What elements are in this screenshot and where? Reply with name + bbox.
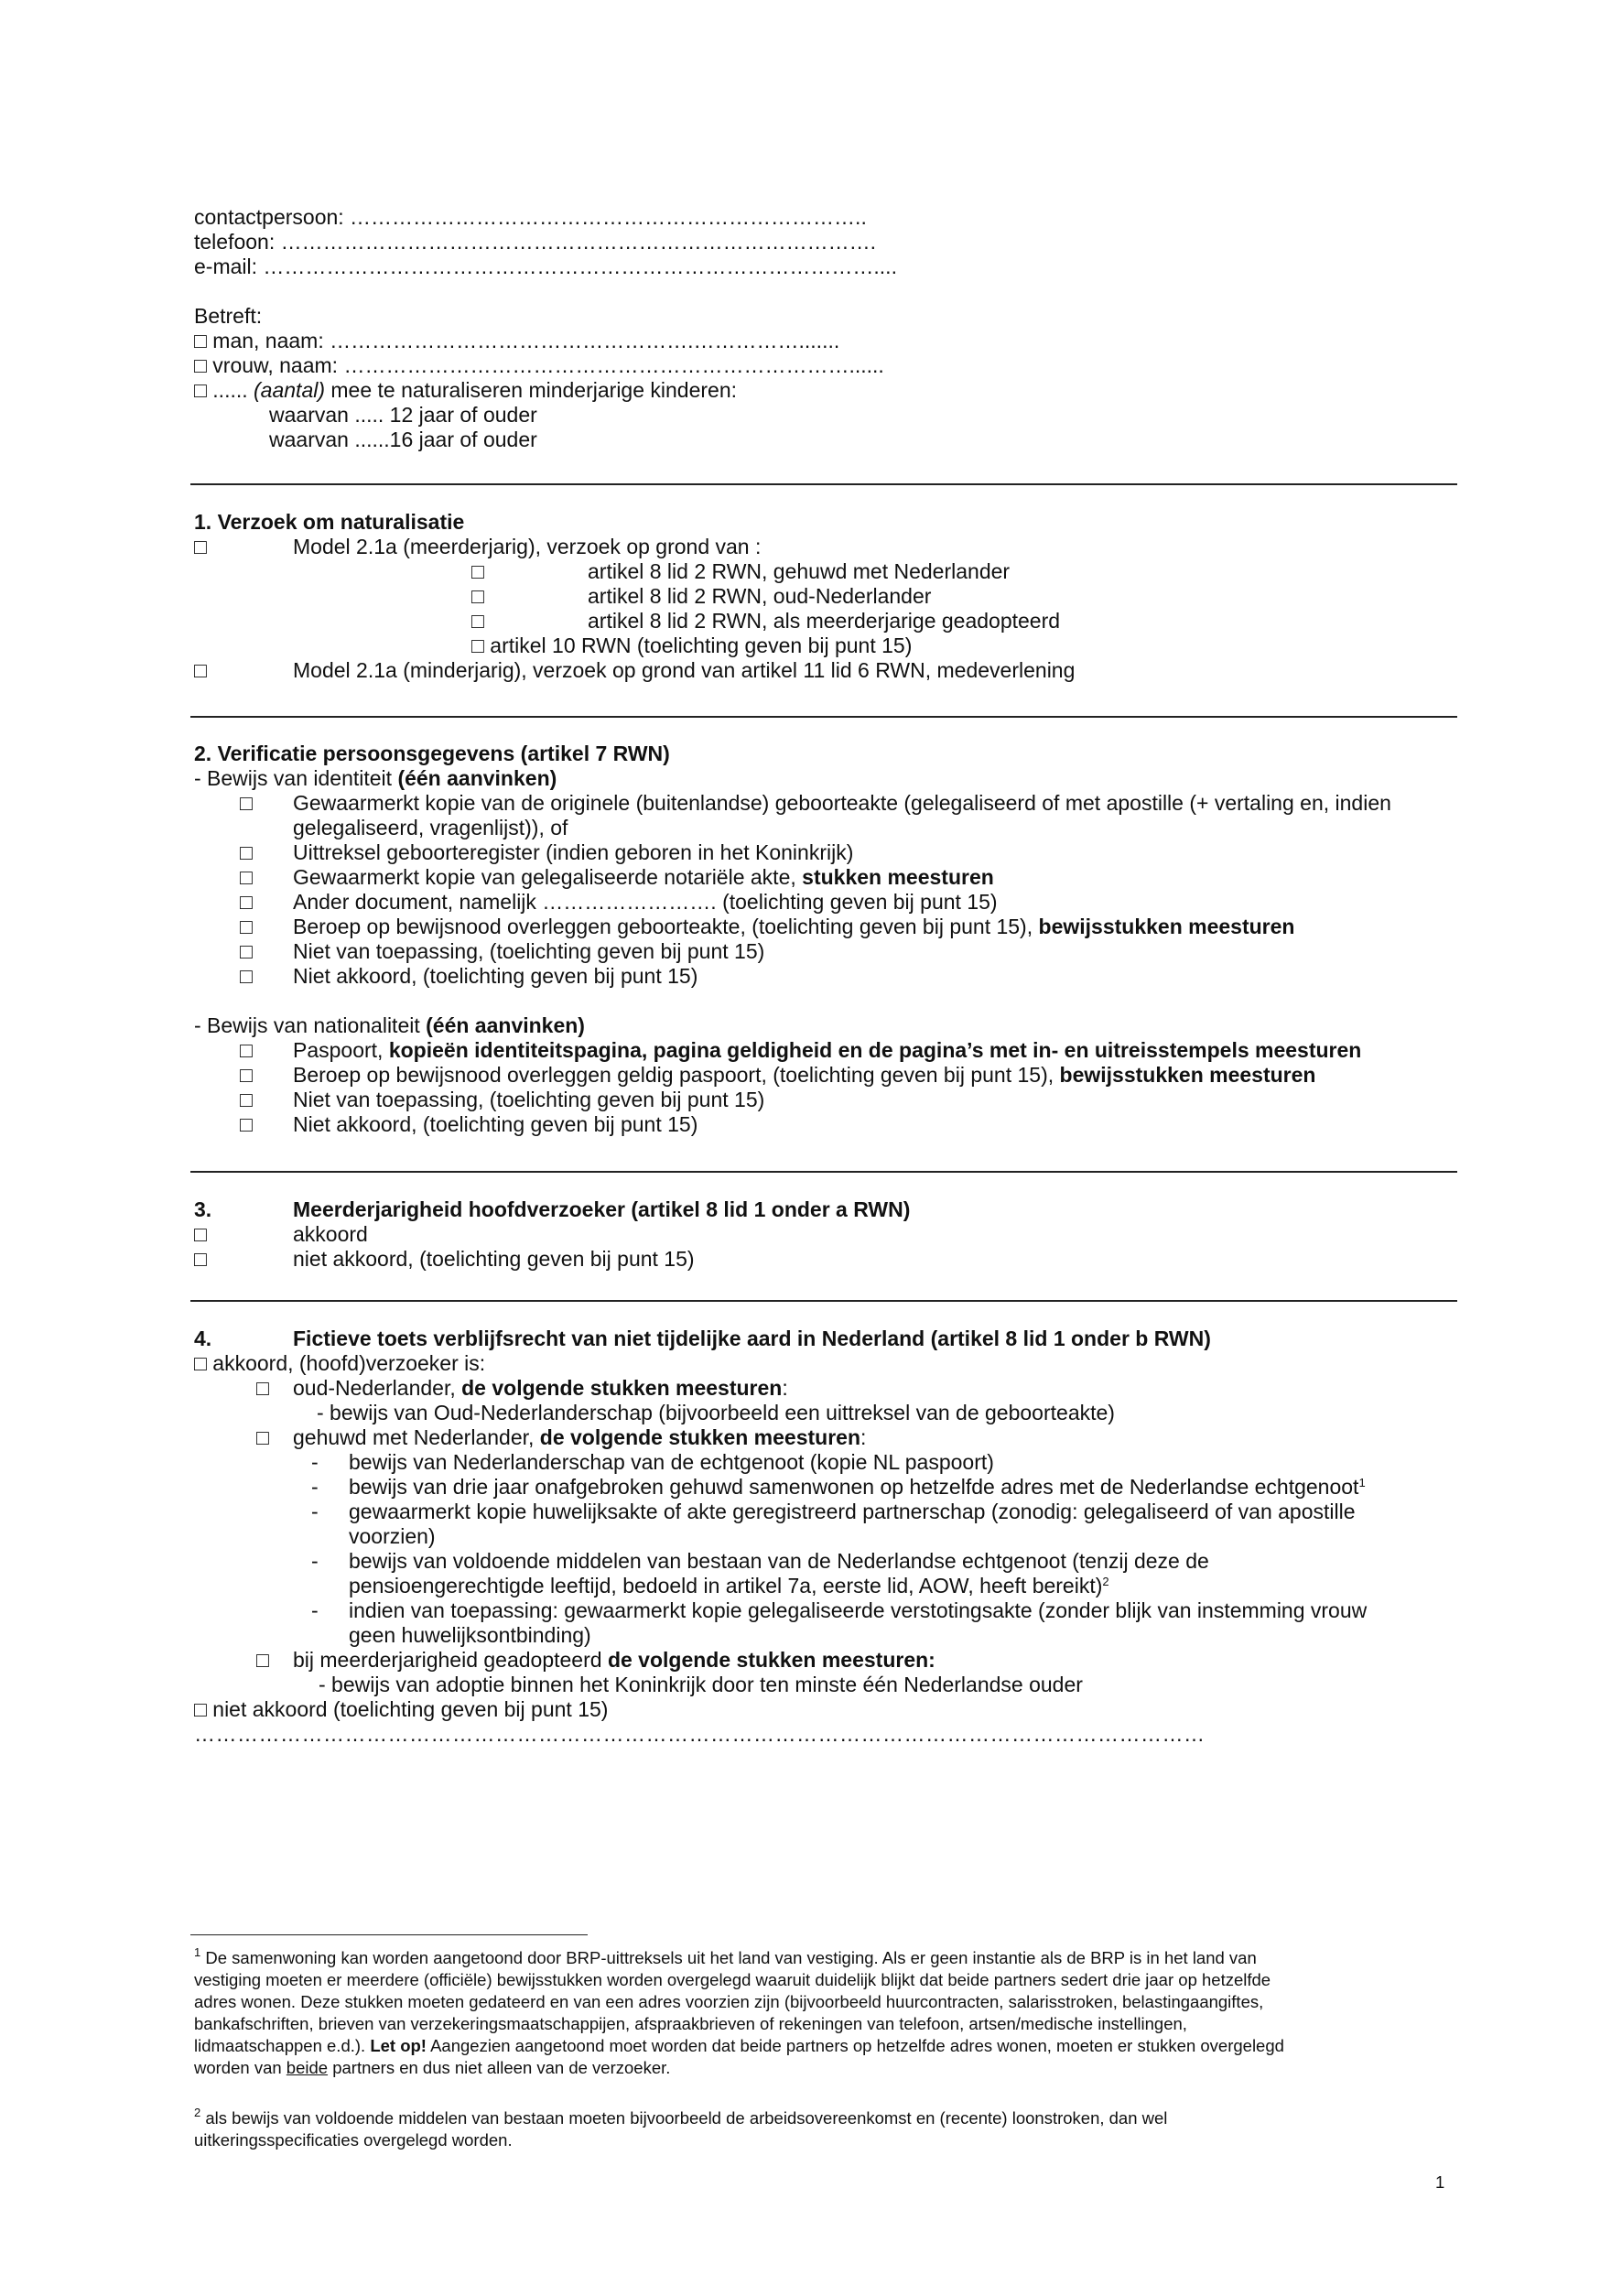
dash: - <box>311 1450 319 1474</box>
doc-adoption-proof: - bewijs van adoptie binnen het Koninkrijk door ten minste één Nederlandse ouder <box>319 1673 1083 1696</box>
checkbox[interactable]: □ <box>240 791 253 815</box>
option-evidence-need-birth <box>293 915 1294 939</box>
children-16-line[interactable]: waarvan ......16 jaar of ouder <box>269 428 537 451</box>
section-1-title: 1. Verzoek om naturalisatie <box>194 510 465 534</box>
checkbox[interactable]: □ <box>240 890 253 914</box>
checkbox[interactable]: □ <box>256 1425 269 1449</box>
nationality-heading-text: - Bewijs van nationaliteit <box>194 1013 427 1037</box>
section-2-title: 2. Verificatie persoonsgegevens (artikel 7 RWN) <box>194 742 670 765</box>
option-evidence-need-passport-note: bewijsstukken meesturen <box>1059 1063 1316 1087</box>
checkbox[interactable]: □ <box>240 1038 253 1062</box>
email-field[interactable]: e-mail: …………………………………………………………………………….... <box>194 255 897 278</box>
doc-marriage-certificate: gewaarmerkt kopie huwelijksakte of akte geregistreerd partnerschap (zonodig: gelegaliseerd of van apostille <box>349 1500 1356 1523</box>
footnote-1-text: partners en dus niet alleen van de verzoeker. <box>328 2058 671 2077</box>
page-number: 1 <box>1435 2172 1445 2192</box>
checkbox[interactable]: □ <box>194 658 207 682</box>
option-former-dutch-docs-text: oud-Nederlander, <box>293 1376 462 1400</box>
dash: - <box>311 1598 319 1622</box>
option-evidence-need-passport-text: Beroep op bewijsnood overleggen geldig paspoort, (toelichting geven bij punt 15), <box>293 1063 1060 1087</box>
option-birth-register: Uittreksel geboorteregister (indien geboren in het Koninkrijk) <box>293 840 854 864</box>
option-married-docs-text: gehuwd met Nederlander, <box>293 1425 540 1449</box>
option-married-docs <box>293 1425 866 1450</box>
option-not-agreed: Niet akkoord, (toelichting geven bij punt 15) <box>293 964 698 988</box>
option-model-minor: Model 2.1a (minderjarig), verzoek op grond van artikel 11 lid 6 RWN, medeverlening <box>293 658 1076 682</box>
option-birth-certificate: Gewaarmerkt kopie van de originele (buitenlandse) geboorteakte (gelegaliseerd of met apostille (+ vertaling en, indien <box>293 791 1391 815</box>
footnote-1-line: De samenwoning kan worden aangetoond door BRP-uittreksels uit het land van vestiging. Als er geen instantie als de BRP is in het land van <box>205 1948 1257 1967</box>
colon: : <box>860 1425 867 1449</box>
option-not-applicable: Niet van toepassing, (toelichting geven bij punt 15) <box>293 939 765 963</box>
option-notarial-deed-text: Gewaarmerkt kopie van gelegaliseerde notariële akte, <box>293 865 803 889</box>
footnote-ref: 1 <box>1358 1476 1366 1489</box>
option-model-adult: Model 2.1a (meerderjarig), verzoek op grond van : <box>293 535 762 558</box>
divider <box>190 1300 1457 1302</box>
divider <box>190 483 1457 485</box>
option-married-dutch: artikel 8 lid 2 RWN, gehuwd met Nederlander <box>588 559 1011 583</box>
checkbox[interactable]: □ <box>240 840 253 864</box>
footnote-1-number: 1 <box>194 1945 201 1959</box>
identity-heading <box>194 766 557 791</box>
section-4-title: Fictieve toets verblijfsrecht van niet tijdelijke aard in Nederland (artikel 8 lid 1 onder b RWN) <box>293 1327 1211 1350</box>
footnote-separator <box>190 1934 588 1935</box>
identity-heading-note: (één aanvinken) <box>397 766 557 790</box>
checkbox[interactable]: □ <box>471 584 484 608</box>
doc-means-of-support-cont-text: pensioengerechtigde leeftijd, bedoeld in artikel 7a, eerste lid, AOW, heeft bereikt) <box>349 1574 1103 1597</box>
option-adult-not-agreed: niet akkoord, (toelichting geven bij punt 15) <box>293 1247 695 1271</box>
option-former-dutch-docs-note: de volgende stukken meesturen <box>461 1376 783 1400</box>
option-article-10[interactable]: □ artikel 10 RWN (toelichting geven bij punt 15) <box>471 634 913 657</box>
explanation-line[interactable]: …………………………………………………………………………………………………………………………… <box>194 1722 1206 1746</box>
doc-former-dutch-proof: - bewijs van Oud-Nederlanderschap (bijvoorbeeld een uittreksel van de geboorteakte) <box>317 1401 1115 1424</box>
footnote-1-underlined: beide <box>286 2058 329 2077</box>
checkbox[interactable]: □ <box>194 1222 207 1246</box>
option-adopted-docs <box>293 1648 935 1673</box>
option-nat-not-applicable: Niet van toepassing, (toelichting geven bij punt 15) <box>293 1088 765 1111</box>
children-count-hint: (aantal) <box>254 378 325 402</box>
checkbox[interactable]: □ <box>256 1376 269 1400</box>
identity-heading-text: - Bewijs van identiteit <box>194 766 398 790</box>
footnote-2-line: als bewijs van voldoende middelen van bestaan moeten bijvoorbeeld de arbeidsovereenkomst en (recente) loonstroken, dan wel <box>200 2108 1168 2128</box>
man-name-field[interactable]: □ man, naam: …………………………………………….……………....... <box>194 329 840 352</box>
footnote-1-text: Aangezien aangetoond moet worden dat beide partners op hetzelfde adres wonen, moeten er stukken overgelegd <box>426 2036 1284 2055</box>
footnote-ref: 2 <box>1102 1575 1109 1588</box>
footnote-2-number: 2 <box>194 2106 201 2119</box>
checkbox[interactable]: □ <box>240 964 253 988</box>
option-former-dutch-docs <box>293 1376 788 1401</box>
betreft-label: Betreft: <box>194 304 263 328</box>
divider <box>190 1171 1457 1173</box>
option-adopted-docs-note: de volgende stukken meesturen: <box>607 1648 935 1672</box>
dash: - <box>311 1475 319 1499</box>
footnote-1-line: vestiging moeten er meerdere (officiële) bewijsstukken worden overgelegd waaruit duidelijk blijkt dat beide partners sedert drie jaar op hetzelfde <box>194 1970 1271 1989</box>
section-3-title: Meerderjarigheid hoofdverzoeker (artikel 8 lid 1 onder a RWN) <box>293 1197 911 1221</box>
option-adult-agreed: akkoord <box>293 1222 368 1246</box>
option-passport <box>293 1038 1361 1063</box>
footnote-2 <box>194 2107 1167 2129</box>
checkbox[interactable]: □ <box>256 1648 269 1672</box>
option-residence-agreed[interactable]: □ akkoord, (hoofd)verzoeker is: <box>194 1351 486 1375</box>
option-former-dutch: artikel 8 lid 2 RWN, oud-Nederlander <box>588 584 932 608</box>
footnote-1-text: lidmaatschappen e.d.). <box>194 2036 371 2055</box>
nationality-heading <box>194 1013 585 1038</box>
colon: : <box>782 1376 788 1400</box>
option-passport-text: Paspoort, <box>293 1038 389 1062</box>
option-evidence-need-birth-text: Beroep op bewijsnood overleggen geboorteakte, (toelichting geven bij punt 15), <box>293 915 1039 938</box>
checkbox[interactable]: □ <box>240 939 253 963</box>
option-married-docs-note: de volgende stukken meesturen <box>539 1425 861 1449</box>
doc-repudiation-deed-cont: geen huwelijksontbinding) <box>349 1623 591 1647</box>
contact-person-field[interactable]: contactpersoon: ……………………………………………………………….. <box>194 205 867 229</box>
option-evidence-need-passport <box>293 1063 1315 1088</box>
doc-means-of-support-cont <box>349 1574 1109 1598</box>
checkbox[interactable]: □ <box>194 535 207 558</box>
children-count-prefix: □ ...... <box>194 378 254 402</box>
checkbox[interactable]: □ <box>240 915 253 938</box>
doc-means-of-support: bewijs van voldoende middelen van bestaan van de Nederlandse echtgenoot (tenzij deze de <box>349 1549 1209 1573</box>
option-notarial-deed-note: stukken meesturen <box>802 865 994 889</box>
footnote-1-warning: Let op! <box>370 2036 427 2055</box>
option-adopted-docs-text: bij meerderjarigheid geadopteerd <box>293 1648 608 1672</box>
footnote-2-line: uitkeringsspecificaties overgelegd worden. <box>194 2130 513 2150</box>
option-birth-certificate-cont: gelegaliseerd, vragenlijst)), of <box>293 816 568 839</box>
checkbox[interactable]: □ <box>194 1247 207 1271</box>
doc-marriage-certificate-cont: voorzien) <box>349 1524 436 1548</box>
footnote-1 <box>194 1947 1257 1969</box>
footnote-1-text: worden van <box>194 2058 287 2077</box>
children-count-line[interactable] <box>194 378 737 403</box>
children-12-line[interactable]: waarvan ..... 12 jaar of ouder <box>269 403 537 427</box>
divider <box>190 716 1457 718</box>
footnote-1-line <box>194 2035 1284 2057</box>
woman-name-field[interactable]: □ vrouw, naam: ………………………………………………………………...... <box>194 353 884 377</box>
dash: - <box>311 1549 319 1573</box>
footnote-1-line: bankafschriften, brieven van verzekeringsmaatschappijen, afspraakbrieven of rekeningen van telefoon, artsen/medische instellingen, <box>194 2014 1187 2033</box>
checkbox[interactable]: □ <box>471 609 484 633</box>
checkbox[interactable]: □ <box>240 865 253 889</box>
nationality-heading-note: (één aanvinken) <box>426 1013 585 1037</box>
checkbox[interactable]: □ <box>240 1063 253 1087</box>
option-notarial-deed <box>293 865 994 890</box>
option-passport-note: kopieën identiteitspagina, pagina geldigheid en de pagina’s met in- en uitreisstempels meesturen <box>388 1038 1362 1062</box>
option-adopted: artikel 8 lid 2 RWN, als meerderjarige geadopteerd <box>588 609 1061 633</box>
children-count-text: mee te naturaliseren minderjarige kinderen: <box>325 378 738 402</box>
checkbox[interactable]: □ <box>471 559 484 583</box>
doc-repudiation-deed: indien van toepassing: gewaarmerkt kopie gelegaliseerde verstotingsakte (zonder blijk van instemming vrouw <box>349 1598 1368 1622</box>
phone-field[interactable]: telefoon: …………………………………………………………………………. <box>194 230 877 254</box>
footnote-1-line: adres wonen. Deze stukken moeten gedateerd en van een adres voorzien zijn (bijvoorbeeld huurcontracten, salarisstroken, belastingaangiftes, <box>194 1992 1264 2011</box>
checkbox[interactable]: □ <box>240 1088 253 1111</box>
doc-spouse-nationality: bewijs van Nederlanderschap van de echtgenoot (kopie NL paspoort) <box>349 1450 994 1474</box>
doc-cohabitation <box>349 1475 1366 1500</box>
dash: - <box>311 1500 319 1523</box>
section-4-number: 4. <box>194 1327 212 1350</box>
section-3-number: 3. <box>194 1197 212 1221</box>
option-residence-not-agreed[interactable]: □ niet akkoord (toelichting geven bij punt 15) <box>194 1697 609 1721</box>
footnote-1-line <box>194 2057 670 2079</box>
checkbox[interactable]: □ <box>240 1112 253 1136</box>
option-evidence-need-birth-note: bewijsstukken meesturen <box>1038 915 1295 938</box>
doc-cohabitation-text: bewijs van drie jaar onafgebroken gehuwd samenwonen op hetzelfde adres met de Nederlandse echtgenoot <box>349 1475 1359 1499</box>
option-other-document: Ander document, namelijk ……………………. (toelichting geven bij punt 15) <box>293 890 998 914</box>
option-nat-not-agreed: Niet akkoord, (toelichting geven bij punt 15) <box>293 1112 698 1136</box>
